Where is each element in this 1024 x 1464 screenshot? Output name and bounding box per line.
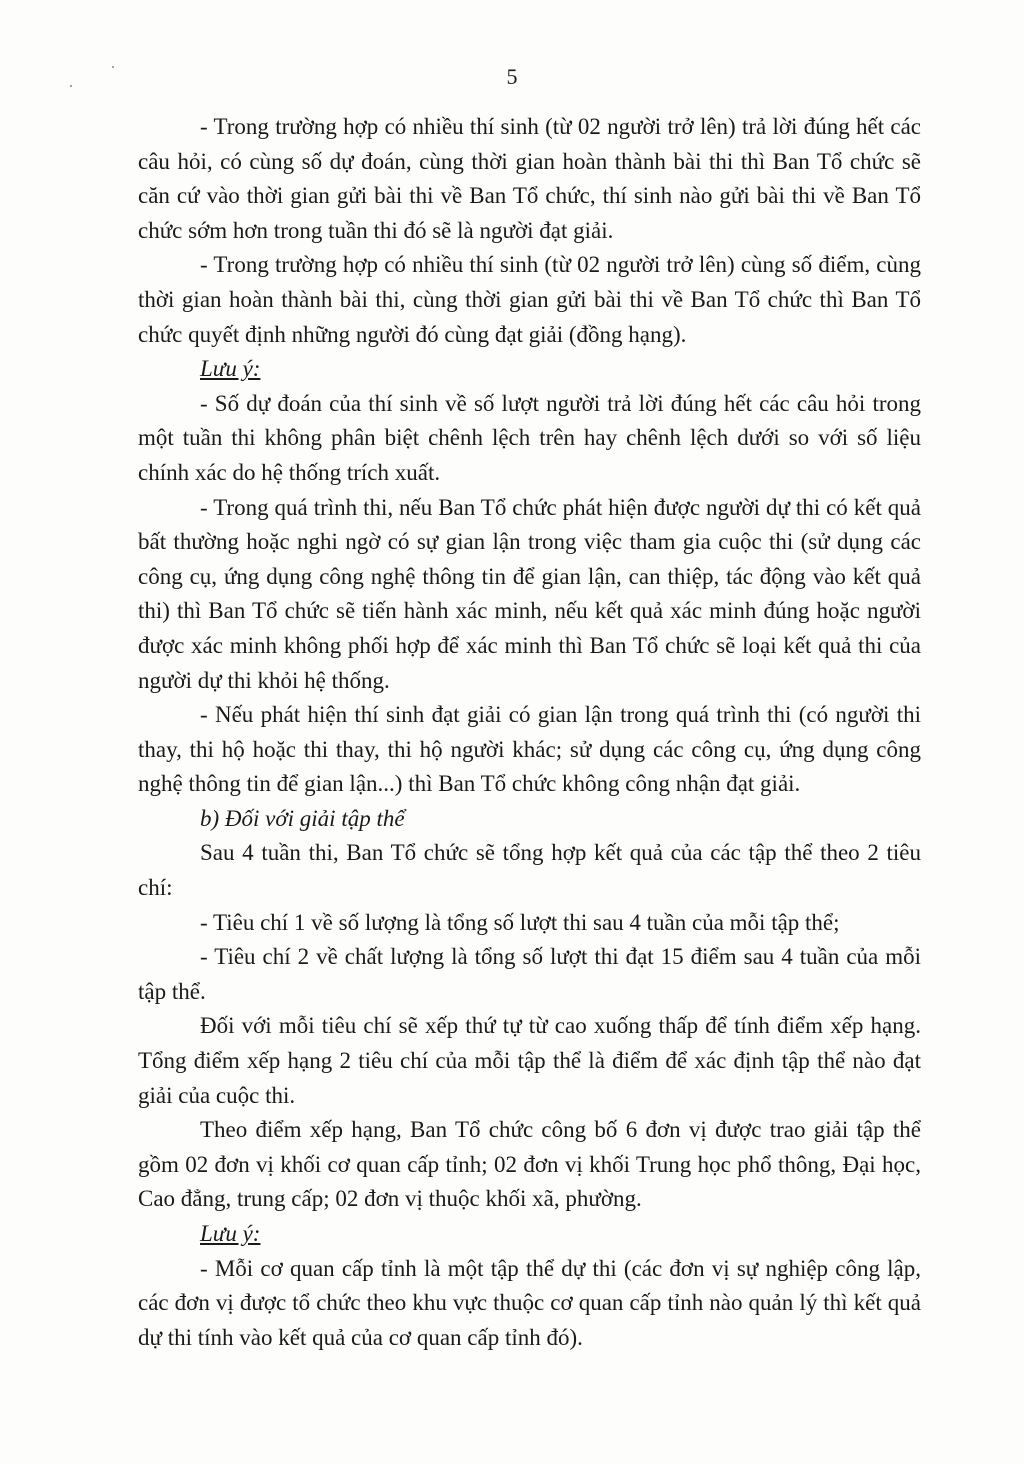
section-heading: b) Đối với giải tập thể: [200, 805, 405, 831]
paragraph: Sau 4 tuần thi, Ban Tổ chức sẽ tổng hợp kết quả của các tập thể theo 2 tiêu chí:: [138, 840, 921, 901]
paragraph: - Số dự đoán của thí sinh về số lượt người trả lời đúng hết các câu hỏi trong một tuần thi không phân biệt chênh lệch trên hay chênh lệch dưới so với số liệu chính xác do hệ thống trích xuất.: [138, 390, 921, 485]
paragraph: - Tiêu chí 2 về chất lượng là tổng số lượt thi đạt 15 điểm sau 4 tuần của mỗi tập thể.: [138, 944, 921, 1004]
paragraph: - Tiêu chí 1 về số lượng là tổng số lượt thi sau 4 tuần của mỗi tập thể;: [200, 909, 840, 935]
document-body: [138, 110, 921, 1355]
paragraph: - Trong quá trình thi, nếu Ban Tổ chức phát hiện được người dự thi có kết quả bất thường hoặc nghi ngờ có sự gian lận trong việc tham gia cuộc thi (sử dụng các công cụ, ứng dụng công nghệ thông tin để gian lận, can thiệp, tác động vào kết quả thi) thì Ban Tổ chức sẽ tiến hành xác minh, nếu kết quả xác minh đúng hoặc người được xác minh không phối hợp để xác minh thì Ban Tổ chức sẽ loại kết quả thi của người dự thi khỏi hệ thống.: [138, 494, 921, 693]
paragraph: - Trong trường hợp có nhiều thí sinh (từ 02 người trở lên) cùng số điểm, cùng thời gian hoàn thành bài thi, cùng thời gian gửi bài thi về Ban Tổ chức thì Ban Tổ chức quyết định những người đó cùng đạt giải (đồng hạng).: [138, 252, 921, 347]
paragraph: Đối với mỗi tiêu chí sẽ xếp thứ tự từ cao xuống thấp để tính điểm xếp hạng. Tổng điểm xếp hạng 2 tiêu chí của mỗi tập thể là điểm để xác định tập thể nào đạt giải của cuộc thi.: [138, 1013, 921, 1108]
paragraph: - Nếu phát hiện thí sinh đạt giải có gian lận trong quá trình thi (có người thi thay, thi hộ hoặc thi thay, thi hộ người khác; sử dụng các công cụ, ứng dụng công nghệ thông tin để gian lận...) thì Ban Tổ chức không công nhận đạt giải.: [138, 702, 921, 797]
paragraph: Theo điểm xếp hạng, Ban Tổ chức công bố 6 đơn vị được trao giải tập thể gồm 02 đơn vị khối cơ quan cấp tỉnh; 02 đơn vị khối Trung học phổ thông, Đại học, Cao đẳng, trung cấp; 02 đơn vị thuộc khối xã, phường.: [138, 1117, 921, 1212]
page-number: 5: [506, 64, 518, 89]
note-label: Lưu ý:: [200, 356, 261, 382]
paragraph: - Mỗi cơ quan cấp tỉnh là một tập thể dự thi (các đơn vị sự nghiệp công lập, các đơn vị được tổ chức theo khu vực thuộc cơ quan cấp tỉnh nào quản lý thì kết quả dự thi tính vào kết quả của cơ quan cấp tỉnh đó).: [138, 1255, 921, 1350]
note-label: Lưu ý:: [200, 1221, 261, 1246]
paragraph: - Trong trường hợp có nhiều thí sinh (từ 02 người trở lên) trả lời đúng hết các câu hỏi, có cùng số dự đoán, cùng thời gian hoàn thành bài thi thì Ban Tổ chức sẽ căn cứ vào thời gian gửi bài thi về Ban Tổ chức, thí sinh nào gửi bài thi về Ban Tổ chức sớm hơn trong tuần thi đó sẽ là người đạt giải.: [138, 114, 921, 243]
